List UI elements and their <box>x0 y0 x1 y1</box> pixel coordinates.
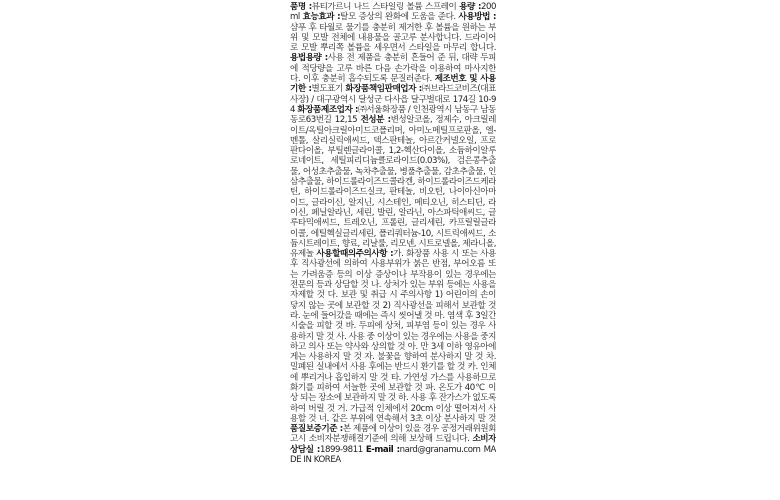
contact-title: 소비자상담실 : <box>290 434 496 455</box>
volume: 200 ml <box>290 2 496 23</box>
email: nard@granamu.com <box>399 444 481 455</box>
precaution: 사용 전 제품을 충분히 흔들어 준 뒤, 대략 두피에 적당량을 고루 바른 다음 손가락을 이용하여 마사지한다. 이후 충분히 흡수되도록 문질러준다. <box>290 53 496 85</box>
quality-title: 품질보증기준 : <box>290 424 343 435</box>
precaution-title: 용법용량 : <box>290 53 328 64</box>
email-title: E-mail : <box>365 444 400 455</box>
quality: 본 제품에 이상이 있을 경우 공정거래위원회 고시 소비자분쟁해결기준에 의해 보상해 드립니다. <box>290 424 496 445</box>
manufacture: 별도표기 <box>311 84 343 95</box>
ingredients-title: 전성분 : <box>360 115 391 126</box>
product-name-title: 품명 : <box>290 2 312 12</box>
label-paragraph <box>290 2 496 465</box>
product-label-text <box>290 2 496 496</box>
efficacy: 탈모 증상의 완화에 도움을 준다. <box>340 12 456 23</box>
manufacturer-title: 화장품제조업자 : <box>297 104 358 115</box>
maker-title: 화장품책임판매업자 : <box>345 84 422 95</box>
maker: ㈜브라드코비즈(대표 사장) / 대구광역시 달성군 다사읍 달구벌대로 174길 10-94 <box>290 84 496 115</box>
caution: 가. 화장품 사용 시 또는 사용 후 직사광선에 의하여 사용부위가 붉은 반점, 부어오름 또는 가려움증 등의 이상 증상이나 부작용이 있는 경우에는 전문의 등과 상담할 것 나. 상처가 있는 부위 등에는 사용을 자제할 것 다. 보관 및 취급 시 주의사항 1) 어린이의 손이 닿지 않는 곳에 보관할 것 2) 직사광선을 피해서 보관할 것 라. 눈에 들어갔을 때에는 즉시 씻어낼 것 마. 염색 후 3일간 시술을 피할 것 바. 두피에 상처, 피부염 등이 있는 경우 사용하지 말 것 사. 사용 중 이상이 있는 경우에는 사용을 중지하고 의사 또는 약사와 상의할 것 아. 만 3세 이하 영유아에게는 사용하지 말 것 자. 불꽃을 향하여 분사하지 말 것 차. 밀폐된 실내에서 사용 후에는 반드시 환기를 할 것 카. 인체에 뿌리거나 흡입하지 말 것 타. 가연성 가스를 사용하므로 화기를 피하여 서늘한 곳에 보관할 것 파. 온도가 40℃ 이상 되는 장소에 보관하지 말 것 하. 사용 후 잔가스가 없도록 하여 버릴 것 거. 가급적 인체에서 20cm 이상 떨어져서 사용할 것 너. 같은 부위에 연속해서 3초 이상 분사하지 말 것 <box>290 249 496 424</box>
usage: 샴푸 후 타월로 물기를 충분히 제거한 후 볼륨을 원하는 부위 및 모발 전체에 내용물을 골고루 분사합니다. 드라이어로 모발 뿌리쪽 볼륨을 세우면서 스타일을 마무리 합니다. <box>290 22 496 54</box>
product-name: 뷰티가르니 나드 스타일링 볼륨 스프레이 <box>311 2 457 12</box>
manufacture-title: 제조번호 및 사용기한 : <box>290 74 496 95</box>
usage-title: 사용방법 : <box>458 12 496 23</box>
caution-title: 사용할때의주의사항 : <box>316 249 394 260</box>
volume-title: 용량 : <box>459 2 481 12</box>
ingredients: 변성알코올, 정제수, 아크릴레이트/옥틸아크릴아미드코폴리머, 아미노메틸프로판올, 엘-멘톨, 살리실릭애씨드, 덱스판테놀, 아르간커넬오일, 프로판다이올, 부틸렌글라이콜, 1,2-헥산다이올, 소듐하이알루로네이트, 세틸피리디늄클로라이드(0.03%), 검은콩추출물, 어성초추출물, 녹차추출물, 병풀추출물, 감초추출물, 인삼추출물, 하이드롤라이즈드콜라겐, 하이드롤라이즈드케라틴, 하이드롤라이즈드실크, 판테놀, 비오틴, 나이아신아마이드, 글라이신, 알지닌, 시스테인, 메티오닌, 히스티딘, 라이신, 페닐알라닌, 세린, 발린, 알라닌, 아스파틱애씨드, 글루타믹애씨드, 트레오닌, 프롤린, 글리세린, 카프릴릴글라이콜, 에틸헥실글리세린, 폴리쿼터늄-10, 시트릭애씨드, 소듐시트레이트, 향료, 리날룰, 리모넨, 시트로넬올, 제라니올, 유제놀 <box>290 115 496 260</box>
efficacy-title: 효능효과 : <box>302 12 341 23</box>
contact: 1899-9811 <box>319 444 363 455</box>
manufacturer: ㈜서울화장품 / 인천광역시 남동구 남동동로63번길 12,15 <box>290 104 496 126</box>
origin: MADE IN KOREA <box>290 444 496 466</box>
